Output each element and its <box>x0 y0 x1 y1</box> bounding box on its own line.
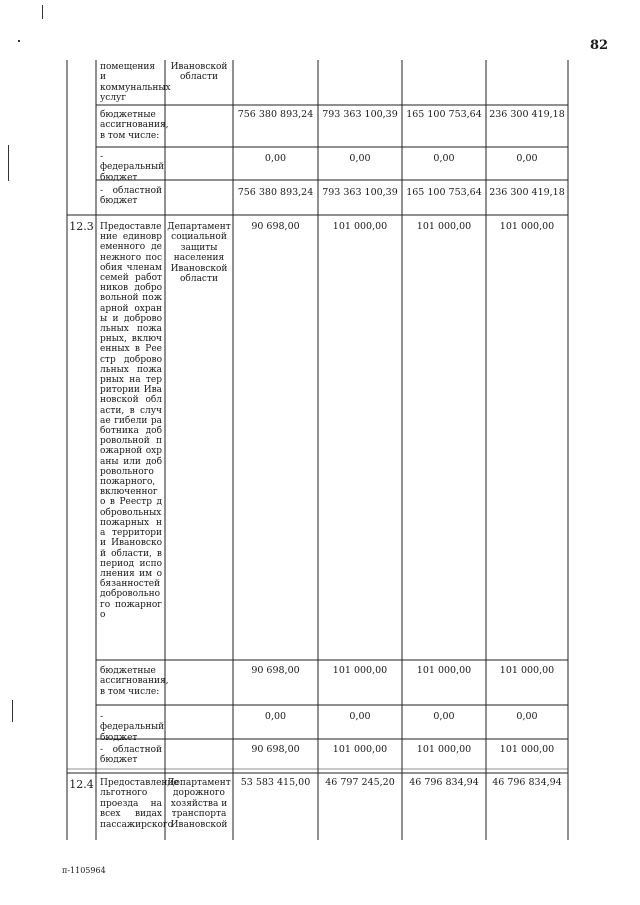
table-cell-value: 0,00 <box>433 711 455 722</box>
table-row-text: бюджетные ассигнования, в том числе: <box>100 110 169 141</box>
table-cell-value: 101 000,00 <box>499 744 555 755</box>
table-cell-value: 101 000,00 <box>416 744 472 755</box>
table-row-text: Предоставление льготного проезда на всех видах пассажирского <box>100 778 179 830</box>
table-cell-value: 90 698,00 <box>251 665 300 676</box>
table-cell-value: 101 000,00 <box>499 221 555 232</box>
table-row-text: бюджетные ассигнования, в том числе: <box>100 666 169 697</box>
scan-mark <box>18 40 20 42</box>
table-row-text: - федеральный бюджет <box>100 152 165 183</box>
table-cell-value: 101 000,00 <box>416 665 472 676</box>
table-cell-value: 0,00 <box>264 153 287 164</box>
table-cell-value: 756 380 893,24 <box>237 187 314 198</box>
table-row-text: - областной бюджет <box>100 186 162 207</box>
table-row-index: 12.3 <box>69 220 94 233</box>
table-cell-value: 0,00 <box>264 711 287 722</box>
table-cell-value: 46 797 245,20 <box>325 777 395 788</box>
table-cell-value: 756 380 893,24 <box>237 109 314 120</box>
table-cell-value: 53 583 415,00 <box>240 777 311 788</box>
table-cell-value: 0,00 <box>349 153 371 164</box>
table-cell-value: 165 100 753,64 <box>406 187 482 198</box>
table-cell-value: 0,00 <box>349 711 371 722</box>
table-cell-value: 236 300 419,18 <box>489 187 565 198</box>
table-cell-value: 0,00 <box>516 711 538 722</box>
table-row-index: 12.4 <box>69 778 94 791</box>
table-row-executor: Департамент дорожного хозяйства и транспорта Ивановской <box>167 778 231 830</box>
table-cell-value: 793 363 100,39 <box>322 187 398 198</box>
table-cell-value: 46 796 834,94 <box>409 777 479 788</box>
table-cell-value: 236 300 419,18 <box>489 109 565 120</box>
footer-document-code: п-1105964 <box>62 866 106 875</box>
table-cell-value: 46 796 834,94 <box>492 777 562 788</box>
table-cell-value: 0,00 <box>433 153 455 164</box>
table-cell-value: 90 698,00 <box>251 221 300 232</box>
page-number: 82 <box>590 38 609 53</box>
table-cell-value: 793 363 100,39 <box>322 109 398 120</box>
scan-mark <box>8 145 9 181</box>
table-row-text: Предоставление единовременного денежного пособия членам семей работников добровольной пожарной охраны и добровольных пожарных, включенных в Реестр добровольных пожарных на территории Ивановской области, в случае гибели работника добровольной пожарной охраны или добровольного пожарного, включенного в Реестр добровольных пожарных на территории Ивановской области, в период исполнения им обязанностей добровольного пожарного <box>100 222 162 620</box>
table-cell-value: 0,00 <box>516 153 538 164</box>
table-row-executor: Департамент социальной защиты населения Ивановской области <box>167 222 231 285</box>
scan-mark <box>42 5 43 19</box>
table-row-text: - федеральный бюджет <box>100 712 165 743</box>
table-row-text: - областной бюджет <box>100 745 162 766</box>
table-cell-value: 101 000,00 <box>416 221 472 232</box>
table-cell-value: 90 698,00 <box>251 744 300 755</box>
table-row-executor: Ивановской области <box>170 62 228 83</box>
scan-mark <box>12 700 13 722</box>
table-cell-value: 101 000,00 <box>332 221 388 232</box>
table-cell-value: 165 100 753,64 <box>406 109 482 120</box>
table-cell-value: 101 000,00 <box>499 665 555 676</box>
table-cell-value: 101 000,00 <box>332 744 388 755</box>
table-row-text: помещения и коммунальных услуг <box>100 62 171 104</box>
table-cell-value: 101 000,00 <box>332 665 388 676</box>
